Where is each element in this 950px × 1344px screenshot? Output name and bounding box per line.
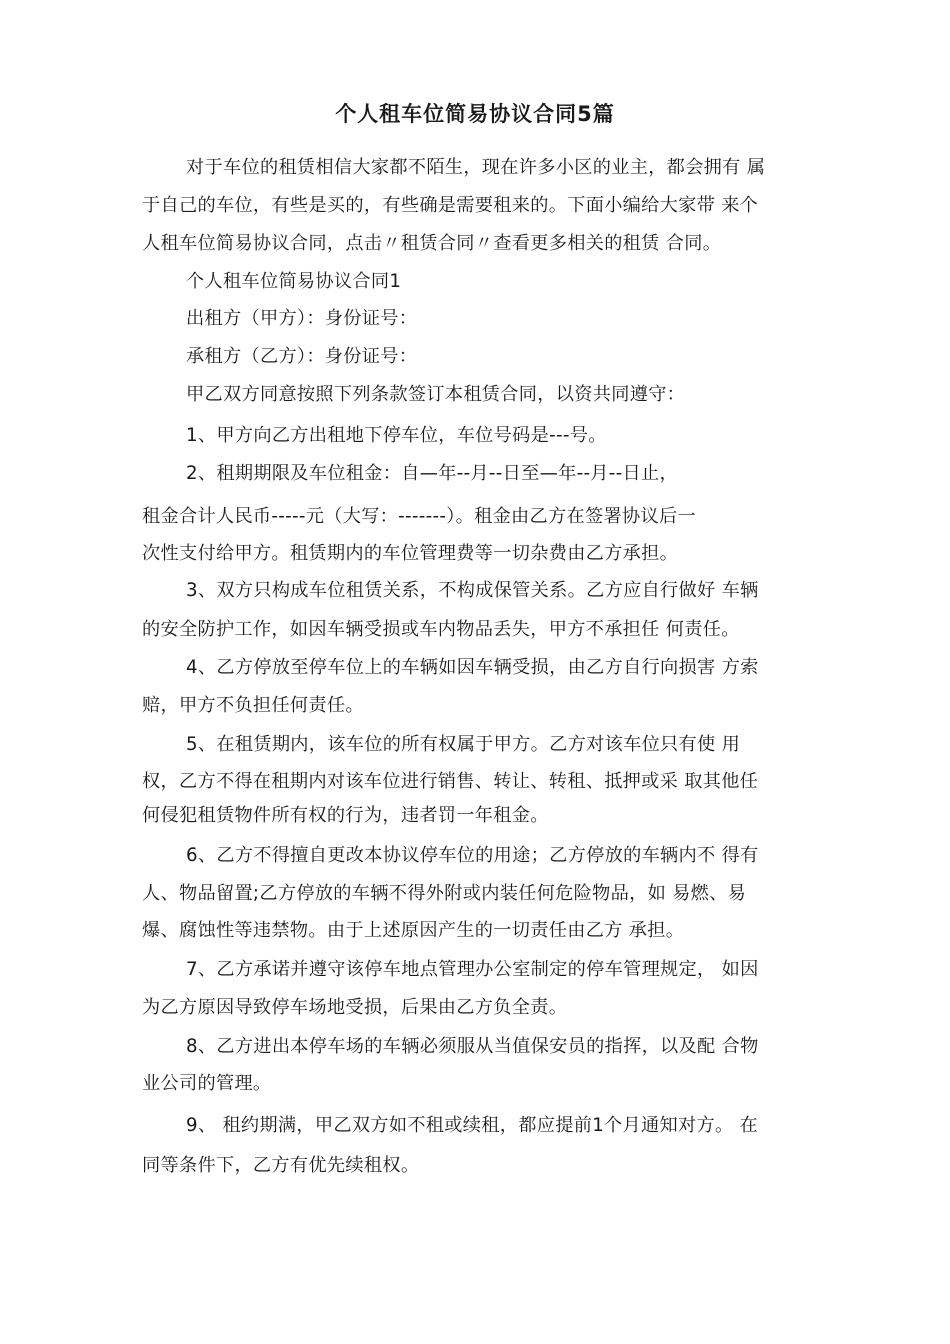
paragraph-line: 对于车位的租赁相信大家都不陌生，现在许多小区的业主，都会拥有 属 [186,157,766,178]
paragraph-line: 的安全防护工作，如因车辆受损或车内物品丢失，甲方不承担任 何责任。 [142,619,740,640]
paragraph-line: 人、物品留置;乙方停放的车辆不得外附或内装任何危险物品，如 易燃、易 [142,883,747,904]
paragraph-line: 8、乙方进出本停车场的车辆必须服从当值保安员的指挥，以及配 合物 [186,1036,759,1057]
paragraph-line: 人租车位简易协议合同，点击〃租赁合同〃查看更多相关的租赁 合同。 [142,233,722,254]
paragraph-line: 9、 租约期满，甲乙双方如不租或续租，都应提前1个月通知对方。 在 [186,1115,759,1136]
paragraph-line: 甲乙双方同意按照下列条款签订本租赁合同，以资共同遵守： [186,384,686,405]
paragraph-line: 何侵犯租赁物件所有权的行为，违者罚一年租金。 [142,805,549,826]
paragraph-line: 7、乙方承诺并遵守该停车地点管理办公室制定的停车管理规定， 如因 [186,959,759,980]
paragraph-line: 次性支付给甲方。租赁期内的车位管理费等一切杂费由乙方承担。 [142,543,679,564]
paragraph-line: 5、在租赁期内，该车位的所有权属于甲方。乙方对该车位只有使 用 [186,734,741,755]
paragraph-line: 为乙方原因导致停车场地受损，后果由乙方负全责。 [142,997,568,1018]
paragraph-line: 于自己的车位，有些是买的，有些确是需要租来的。下面小编给大家带 来个 [142,195,759,216]
paragraph-line: 业公司的管理。 [142,1073,272,1094]
paragraph-line: 6、乙方不得擅自更改本协议停车位的用途；乙方停放的车辆内不 得有 [186,845,759,866]
paragraph-line: 4、乙方停放至停车位上的车辆如因车辆受损，由乙方自行向损害 方索 [186,657,759,678]
paragraph-line: 赔，甲方不负担任何责任。 [142,695,364,716]
paragraph-line: 出租方（甲方）：身份证号： [186,308,418,329]
paragraph-line: 承租方（乙方）：身份证号： [186,346,418,367]
paragraph-line: 2、租期期限及车位租金：自—年--月--日至—年--月--日止， [186,463,678,484]
paragraph-line: 个人租车位简易协议合同1 [186,271,402,292]
paragraph-line: 爆、腐蚀性等违禁物。由于上述原因产生的一切责任由乙方 承担。 [142,920,685,941]
document-title: 个人租车位简易协议合同5篇 [335,102,615,126]
paragraph-line: 3、双方只构成车位租赁关系，不构成保管关系。乙方应自行做好 车辆 [186,580,759,601]
paragraph-line: 租金合计人民币-----元（大写：-------）。租金由乙方在签署协议后一 [142,506,696,527]
paragraph-line: 同等条件下，乙方有优先续租权。 [142,1155,420,1176]
paragraph-line: 1、甲方向乙方出租地下停车位，车位号码是---号。 [186,425,607,446]
paragraph-line: 权，乙方不得在租期内对该车位进行销售、转让、转租、抵押或采 取其他任 [142,771,759,792]
